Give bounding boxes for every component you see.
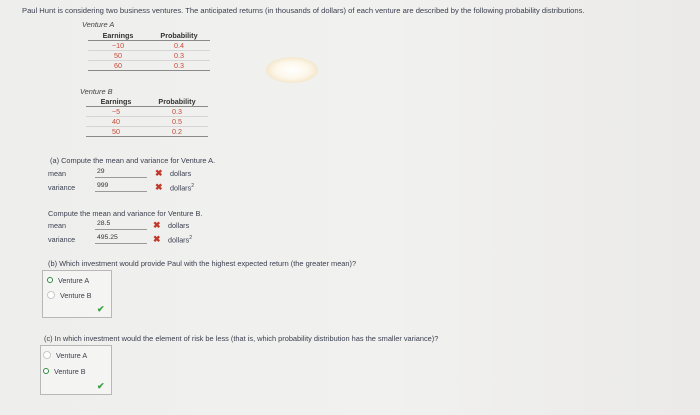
earnings-cell: 60 bbox=[88, 61, 148, 71]
squared-superscript: 2 bbox=[189, 235, 192, 241]
probability-cell: 0.3 bbox=[148, 61, 210, 71]
mean-a-label: mean bbox=[48, 169, 66, 178]
option-venture-a[interactable] bbox=[47, 276, 89, 285]
part-b-question: (b) Which investment would provide Paul with the highest expected return (the greater mean)? bbox=[48, 259, 357, 268]
squared-superscript: 2 bbox=[191, 183, 194, 189]
probability-cell: 0.5 bbox=[146, 117, 208, 127]
variance-a-input[interactable]: 999 bbox=[95, 181, 147, 192]
table-row bbox=[88, 41, 210, 51]
part-c-question: (c) In which investment would the element of risk be less (that is, which probability distribution has the smaller variance)? bbox=[44, 334, 439, 343]
variance-b-unit-text: dollars bbox=[168, 235, 190, 245]
probability-cell: 0.3 bbox=[148, 51, 210, 61]
incorrect-x-icon: ✖ bbox=[155, 182, 163, 192]
incorrect-x-icon: ✖ bbox=[155, 168, 163, 178]
option-label: Venture A bbox=[56, 351, 88, 360]
part-c-choices bbox=[40, 345, 112, 395]
intro-text: Paul Hunt is considering two business ventures. The anticipated returns (in thousands of dollars) of each venture are described by the following probability distributions. bbox=[22, 6, 585, 15]
incorrect-x-icon: ✖ bbox=[153, 220, 161, 230]
option-label: Venture B bbox=[54, 367, 86, 376]
part-b-choices bbox=[42, 270, 112, 318]
probability-cell: 0.3 bbox=[146, 107, 208, 117]
earnings-header: Earnings bbox=[86, 97, 146, 107]
probability-cell: 0.2 bbox=[146, 127, 208, 137]
earnings-cell: −10 bbox=[88, 41, 148, 51]
mean-a-unit: dollars bbox=[170, 169, 192, 178]
correct-check-icon: ✔ bbox=[97, 381, 105, 391]
glare bbox=[266, 57, 318, 83]
venture-a-table bbox=[88, 31, 210, 71]
mean-b-label: mean bbox=[48, 221, 66, 230]
radio-icon[interactable] bbox=[47, 291, 55, 299]
mean-a-input[interactable]: 29 bbox=[95, 167, 147, 178]
earnings-cell: 50 bbox=[86, 127, 146, 137]
part-a2-question: Compute the mean and variance for Venture B. bbox=[48, 209, 203, 218]
earnings-header: Earnings bbox=[88, 31, 148, 41]
mean-b-unit: dollars bbox=[168, 221, 190, 230]
incorrect-x-icon: ✖ bbox=[153, 234, 161, 244]
venture-a-label: Venture A bbox=[82, 20, 115, 29]
part-a-question: (a) Compute the mean and variance for Venture A. bbox=[50, 156, 216, 165]
probability-cell: 0.4 bbox=[148, 41, 210, 51]
table-row bbox=[88, 61, 210, 71]
option-venture-b[interactable] bbox=[47, 291, 92, 300]
earnings-cell: −5 bbox=[86, 107, 146, 117]
radio-selected-icon[interactable] bbox=[43, 368, 49, 374]
variance-a-label: variance bbox=[48, 183, 76, 192]
variance-b-input[interactable]: 495.25 bbox=[95, 233, 147, 244]
probability-header: Probability bbox=[148, 31, 210, 41]
variance-a-unit-text: dollars bbox=[170, 183, 192, 193]
earnings-cell: 40 bbox=[86, 117, 146, 127]
radio-selected-icon[interactable] bbox=[47, 277, 53, 283]
variance-b-label: variance bbox=[48, 235, 76, 244]
mean-b-input[interactable]: 28.5 bbox=[95, 219, 147, 230]
table-row bbox=[86, 127, 208, 137]
venture-b-table bbox=[86, 97, 208, 137]
probability-header: Probability bbox=[146, 97, 208, 107]
variance-b-unit bbox=[168, 235, 192, 244]
option-label: Venture B bbox=[60, 291, 92, 300]
earnings-cell: 50 bbox=[88, 51, 148, 61]
option-venture-a[interactable] bbox=[43, 351, 87, 360]
table-row bbox=[86, 117, 208, 127]
option-label: Venture A bbox=[58, 276, 90, 285]
variance-a-unit bbox=[170, 183, 194, 192]
radio-icon[interactable] bbox=[43, 351, 51, 359]
table-row bbox=[88, 51, 210, 61]
correct-check-icon: ✔ bbox=[97, 304, 105, 314]
venture-b-label: Venture B bbox=[80, 87, 113, 96]
option-venture-b[interactable] bbox=[43, 367, 86, 376]
table-row bbox=[86, 107, 208, 117]
